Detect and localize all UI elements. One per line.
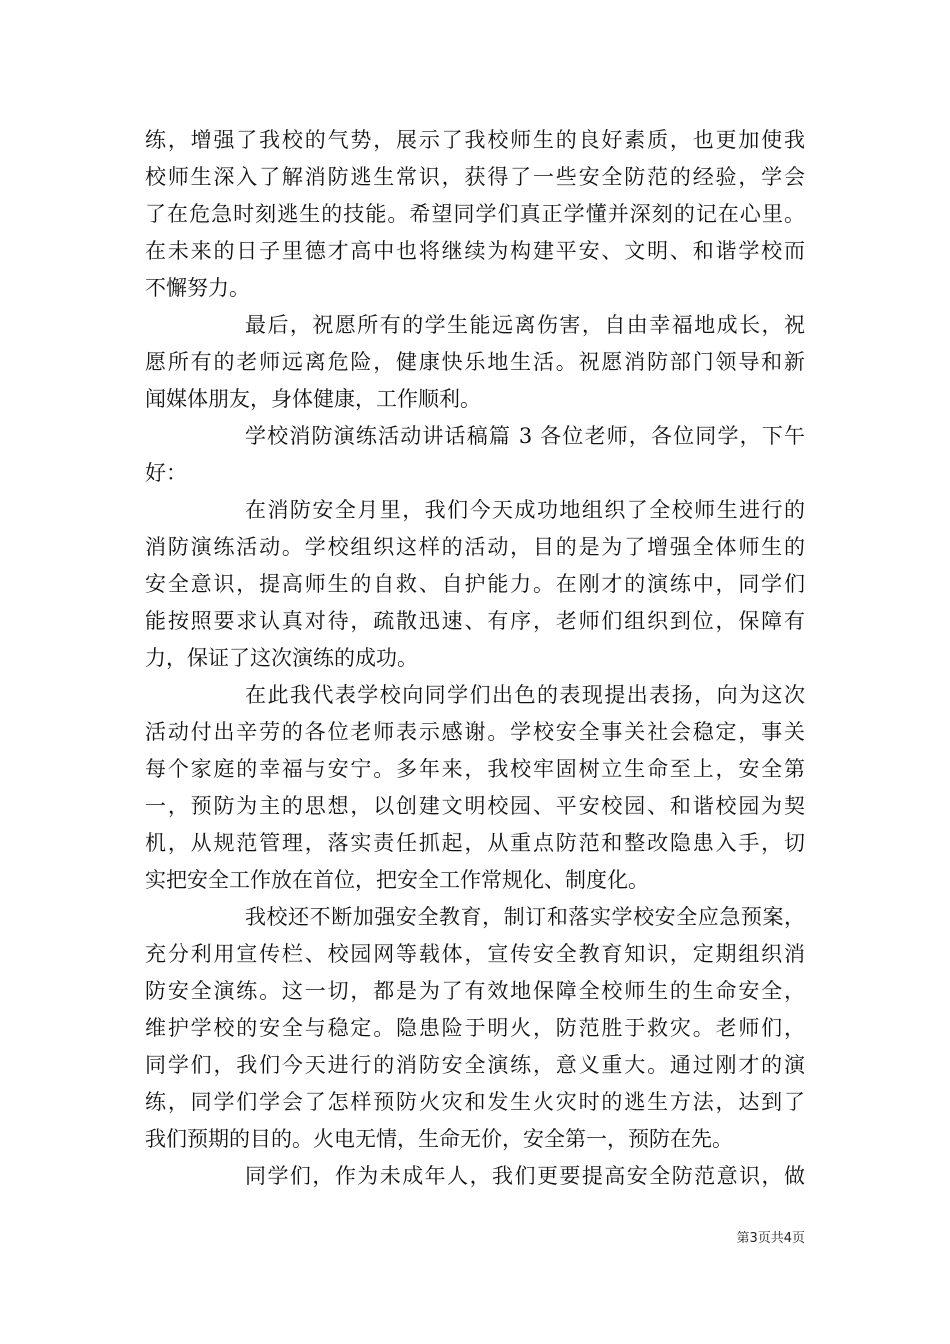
text-line: 在未来的日子里德才高中也将继续为构建平安、文明、和谐学校而: [145, 239, 805, 263]
page-number-footer: 第3页共4页: [736, 1231, 805, 1246]
text-line: 闻媒体朋友，身体健康，工作顺利。: [145, 387, 481, 411]
text-line: 力，保证了这次演练的成功。: [145, 646, 418, 670]
text-line: 一，预防为主的思想，以创建文明校园、平安校园、和谐校园为契: [145, 794, 805, 818]
text-line: 了在危急时刻逃生的技能。希望同学们真正学懂并深刻的记在心里。: [145, 202, 805, 226]
text-line: 好：: [145, 461, 187, 485]
text-line: 安全意识，提高师生的自救、自护能力。在刚才的演练中，同学们: [145, 572, 805, 596]
text-line: 同学们，我们今天进行的消防安全演练，意义重大。通过刚才的演: [145, 1053, 805, 1077]
text-line: 消防演练活动。学校组织这样的活动，目的是为了增强全体师生的: [145, 535, 805, 559]
text-line: 愿所有的老师远离危险，健康快乐地生活。祝愿消防部门领导和新: [145, 350, 805, 374]
text-line: 练，增强了我校的气势，展示了我校师生的良好素质，也更加使我: [145, 128, 805, 152]
text-line: 最后，祝愿所有的学生能远离伤害，自由幸福地成长，祝: [245, 313, 805, 337]
text-line: 充分利用宣传栏、校园网等载体，宣传安全教育知识，定期组织消: [145, 942, 805, 966]
text-line: 防安全演练。这一切，都是为了有效地保障全校师生的生命安全，: [145, 979, 805, 1003]
text-line: 能按照要求认真对待，疏散迅速、有序，老师们组织到位，保障有: [145, 609, 805, 633]
text-line: 在消防安全月里，我们今天成功地组织了全校师生进行的: [245, 498, 805, 522]
text-line: 学校消防演练活动讲话稿篇 3 各位老师，各位同学，下午: [245, 424, 805, 448]
text-line: 实把安全工作放在首位，把安全工作常规化、制度化。: [145, 868, 649, 892]
text-line: 活动付出辛劳的各位老师表示感谢。学校安全事关社会稳定，事关: [145, 720, 805, 744]
text-line: 校师生深入了解消防逃生常识，获得了一些安全防范的经验，学会: [145, 165, 805, 189]
text-line: 同学们，作为未成年人，我们更要提高安全防范意识，做: [245, 1164, 805, 1188]
text-line: 我们预期的目的。火电无情，生命无价，安全第一，预防在先。: [145, 1127, 733, 1151]
text-line: 在此我代表学校向同学们出色的表现提出表扬，向为这次: [245, 683, 805, 707]
text-line: 机，从规范管理，落实责任抓起，从重点防范和整改隐患入手，切: [145, 831, 805, 855]
text-line: 我校还不断加强安全教育，制订和落实学校安全应急预案，: [245, 905, 805, 929]
text-line: 每个家庭的幸福与安宁。多年来，我校牢固树立生命至上，安全第: [145, 757, 805, 781]
text-line: 维护学校的安全与稳定。隐患险于明火，防范胜于救灾。老师们，: [145, 1016, 805, 1040]
text-line: 不懈努力。: [145, 276, 250, 300]
text-line: 练，同学们学会了怎样预防火灾和发生火灾时的逃生方法，达到了: [145, 1090, 805, 1114]
